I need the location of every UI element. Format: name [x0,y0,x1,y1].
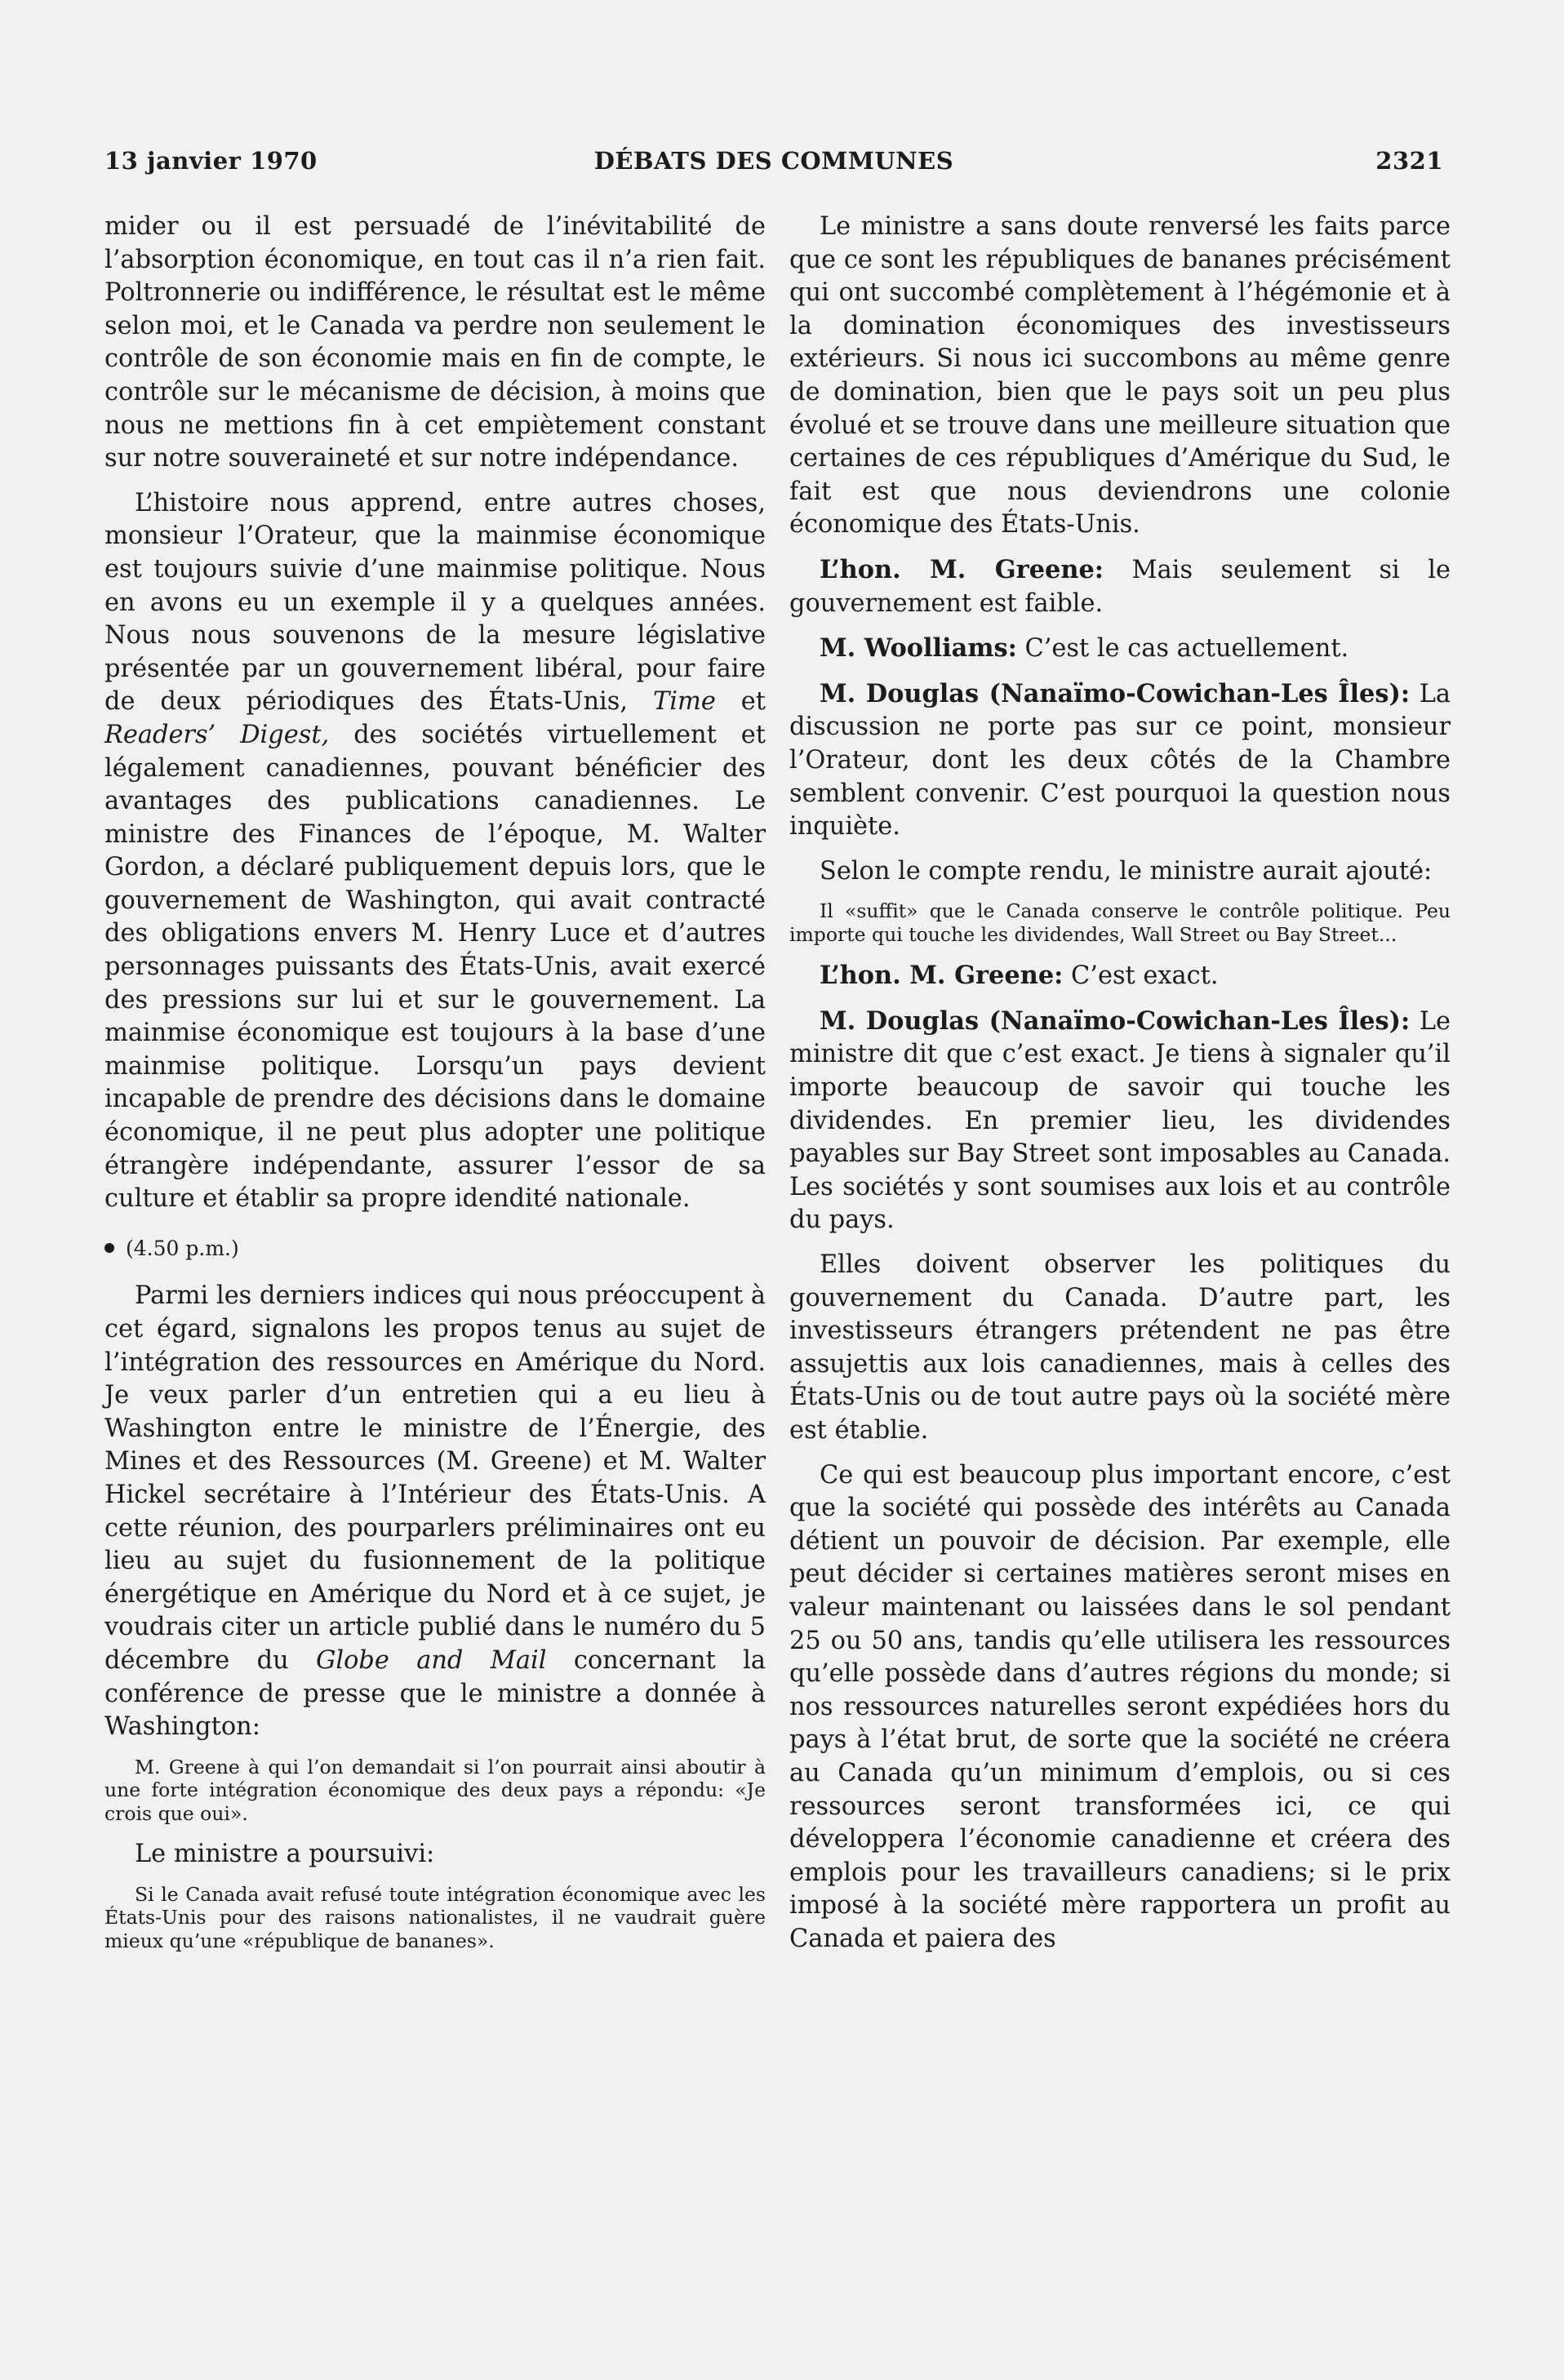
paragraph: Selon le compte rendu, le ministre aurait ajouté: [820,856,1433,886]
header-title: DÉBATS DES COMMUNES [593,147,954,175]
newspaper-title: Globe and Mail [316,1645,547,1675]
paragraph: Parmi les derniers indices qui nous préoccupent à cet égard, signalons les propos tenus au sujet de l’intégration des ressources en Amérique du Nord. Je veux parler d’un entretien qui a eu lieu à Washington entre le ministre de l’Énergie, des Mines et des Ressources (M. Greene) et M. Walter Hickel secrétaire à l’Intérieur des États-Unis. A cette réunion, des pourparlers préliminaires ont eu lieu au sujet du fusionnement de la politique énergétique en Amérique du Nord et à ce sujet, je voudrais citer un article publié dans le numéro du 5 décembre du Globe and Mail concernant la conférence de presse que le ministre a donnée à Washington: [104,1281,766,1742]
right-column [789,211,1451,1968]
page-header [104,147,1443,180]
left-column [104,211,766,1965]
header-date: 13 janvier 1970 [104,147,318,175]
periodical-title: Time [653,687,716,717]
speaker-name: L’hon. M. Greene: [820,554,1104,584]
speech: L’hon. M. Greene: C’est exact. [820,961,1219,991]
bullet-icon [104,1243,114,1253]
speech: L’hon. M. Greene: Mais seulement si le gouvernement est faible. [789,554,1451,618]
periodical-title: Readers’ Digest, [104,720,330,749]
paragraph: Le ministre a sans doute renversé les faits parce que ce sont les républiques de bananes précisément qui ont succombé complètement à l’hégémonie et à la domination économiques des investisseurs extérieurs. Si nous ici succombons au même genre de domination, bien que le pays soit un peu plus évolué et se trouve dans une meilleure situation que certaines de ces républiques d’Amérique du Sud, le fait est que nous deviendrons une colonie économique des États-Unis. [789,212,1451,539]
paragraph: mider ou il est persuadé de l’inévitabilité de l’absorption économique, en tout cas il n’a rien fait. Poltronnerie ou indifférence, le résultat est le même selon moi, et le Canada va perdre non seulement le contrôle de son économie mais en fin de compte, le contrôle sur le mécanisme de décision, à moins que nous ne mettions fin à cet empiètement constant sur notre souveraineté et sur notre indépendance. [104,212,766,473]
block-quote: Si le Canada avait refusé toute intégration économique avec les États-Unis pour des raisons nationalistes, il ne vaudrait guère mieux qu’une «république de bananes». [104,1882,766,1952]
header-page-number: 2321 [1375,147,1443,175]
speaker-name: M. Douglas (Nanaïmo-Cowichan-Les Îles): [820,1006,1411,1036]
speaker-name: L’hon. M. Greene: [820,961,1064,991]
speech: M. Douglas (Nanaïmo-Cowichan-Les Îles): Le ministre dit que c’est exact. Je tiens à signaler qu’il importe beaucoup de savoir qui touche les dividendes. En premier lieu, les dividendes payables sur Bay Street sont imposables au Canada. Les sociétés y sont soumises aux lois et au contrôle du pays. [789,1006,1451,1235]
speaker-name: M. Douglas (Nanaïmo-Cowichan-Les Îles): [820,678,1411,708]
speech: M. Woolliams: C’est le cas actuellement. [820,633,1349,664]
speech: M. Douglas (Nanaïmo-Cowichan-Les Îles): La discussion ne porte pas sur ce point, monsieur l’Orateur, dont les deux côtés de la Chambre semblent convenir. C’est pourquoi la question nous inquiète. [789,678,1451,841]
block-quote: Il «suffit» que le Canada conserve le contrôle politique. Peu importe qui touche les dividendes, Wall Street ou Bay Street... [789,899,1451,946]
paragraph: Elles doivent observer les politiques du gouvernement du Canada. D’autre part, les investisseurs étrangers prétendent ne pas être assujettis aux lois canadiennes, mais à celles des États-Unis ou de tout autre pays où la société mère est établie. [789,1250,1451,1445]
block-quote: M. Greene à qui l’on demandait si l’on pourrait ainsi aboutir à une forte intégration économique des deux pays a répondu: «Je crois que oui». [104,1755,766,1825]
time-stamp: (4.50 p.m.) [104,1232,766,1266]
paragraph: L’histoire nous apprend, entre autres choses, monsieur l’Orateur, que la mainmise économique est toujours suivie d’une mainmise politique. Nous en avons eu un exemple il y a quelques années. Nous nous souvenons de la mesure législative présentée par un gouvernement libéral, pour faire de deux périodiques des États-Unis, Time et Readers’ Digest, des sociétés virtuellement et légalement canadiennes, pouvant bénéficier des avantages des publications canadiennes. Le ministre des Finances de l’époque, M. Walter Gordon, a déclaré publiquement depuis lors, que le gouvernement de Washington, qui avait contracté des obligations envers M. Henry Luce et d’autres personnages puissants des États-Unis, avait exercé des pressions sur lui et sur le gouvernement. La mainmise économique est toujours à la base d’une mainmise politique. Lorsqu’un pays devient incapable de prendre des décisions dans le domaine économique, il ne peut plus adopter une politique étrangère indépendante, assurer l’essor de sa culture et établir sa propre idendité nationale. [104,488,766,1214]
speaker-name: M. Woolliams: [820,633,1017,664]
paragraph: Le ministre a poursuivi: [135,1840,435,1869]
paragraph: Ce qui est beaucoup plus important encore, c’est que la société qui possède des intérêts au Canada détient un pouvoir de décision. Par exemple, elle peut décider si certaines matières seront mises en valeur maintenant ou laissées dans le sol pendant 25 ou 50 ans, tandis qu’elle utilisera les ressources qu’elle possède dans d’autres régions du monde; si nos ressources naturelles seront expédiées hors du pays à l’état brut, de sorte que la société ne créera au Canada qu’un minimum d’emplois, ou si ces ressources seront transformées ici, ce qui développera l’économie canadienne et créera des emplois pour les travailleurs canadiens; si le prix imposé à la société mère rapportera un profit au Canada et paiera des [789,1460,1451,1953]
